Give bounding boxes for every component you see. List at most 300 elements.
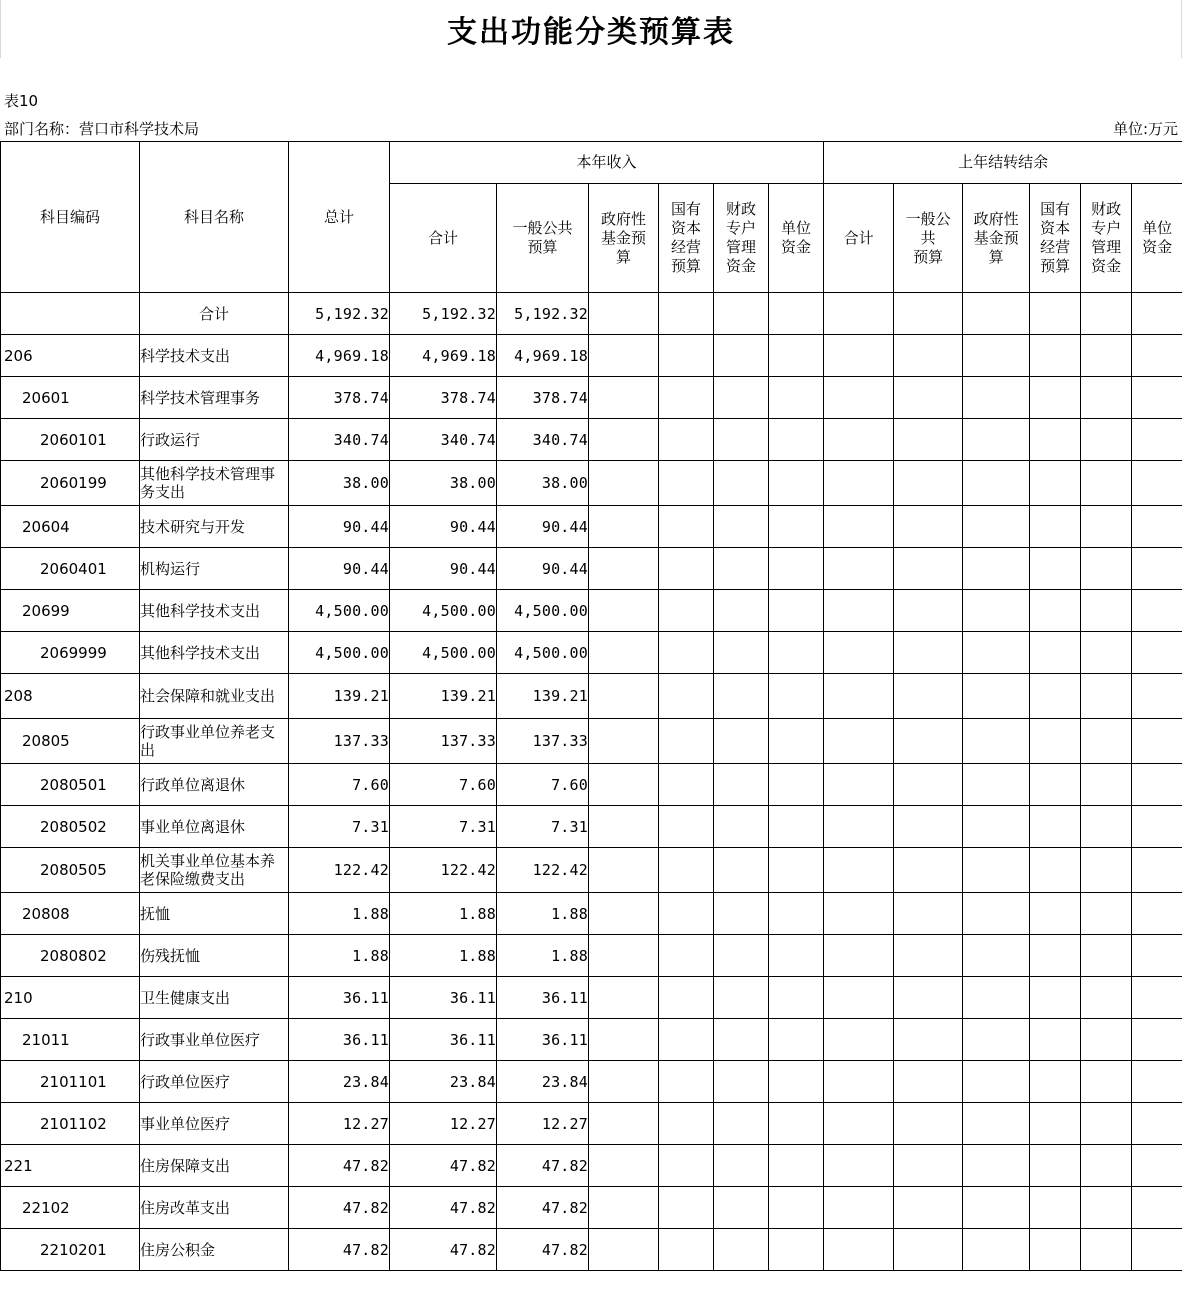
cell-empty (1132, 1103, 1182, 1145)
cell-empty (894, 1103, 963, 1145)
cell-empty (769, 806, 824, 848)
header-cy-unit-funds: 单位 资金 (769, 184, 824, 293)
cell-empty (589, 1103, 659, 1145)
cell-empty (1030, 419, 1081, 461)
cell-cy-general: 47.82 (497, 1187, 589, 1229)
cell-empty (659, 1061, 714, 1103)
cell-cy-total: 90.44 (390, 506, 497, 548)
cell-cy-total: 1.88 (390, 893, 497, 935)
cell-code: 20601 (1, 377, 140, 419)
cell-name: 事业单位离退休 (140, 806, 289, 848)
table-row (1, 1229, 1182, 1271)
cell-empty (894, 335, 963, 377)
cell-empty (659, 848, 714, 893)
cell-cy-total: 47.82 (390, 1229, 497, 1271)
cell-empty (714, 632, 769, 674)
cell-empty (1081, 335, 1132, 377)
cell-empty (824, 632, 894, 674)
cell-empty (1030, 674, 1081, 719)
cell-empty (894, 461, 963, 506)
table-row (1, 590, 1182, 632)
table-row (1, 335, 1182, 377)
cell-empty (659, 632, 714, 674)
cell-empty (1132, 377, 1182, 419)
cell-empty (824, 377, 894, 419)
cell-empty (769, 935, 824, 977)
cell-total: 1.88 (289, 935, 390, 977)
cell-code: 20604 (1, 506, 140, 548)
header-py-total: 合计 (824, 184, 894, 293)
cell-empty (963, 1103, 1030, 1145)
table-row (1, 1019, 1182, 1061)
cell-empty (824, 506, 894, 548)
cell-empty (894, 848, 963, 893)
cell-empty (659, 1019, 714, 1061)
table-total-row (1, 293, 1182, 335)
cell-total: 23.84 (289, 1061, 390, 1103)
cell-empty (894, 893, 963, 935)
cell-name: 科学技术管理事务 (140, 377, 289, 419)
cell-empty (1030, 806, 1081, 848)
cell-code: 2080802 (1, 935, 140, 977)
cell-empty (589, 377, 659, 419)
cell-empty (963, 1229, 1030, 1271)
cell-cy-total: 47.82 (390, 1187, 497, 1229)
cell-empty (1132, 1019, 1182, 1061)
cell-empty (1030, 977, 1081, 1019)
cell-empty (824, 1187, 894, 1229)
cell-cy-total: 139.21 (390, 674, 497, 719)
cell-code: 21011 (1, 1019, 140, 1061)
cell-total: 340.74 (289, 419, 390, 461)
cell-cy-total: 122.42 (390, 848, 497, 893)
cell-empty (1030, 632, 1081, 674)
cell-empty (714, 293, 769, 335)
cell-total: 47.82 (289, 1187, 390, 1229)
cell-empty (1132, 335, 1182, 377)
cell-empty (894, 674, 963, 719)
header-py-unit-funds: 单位 资金 (1132, 184, 1182, 293)
cell-empty (769, 293, 824, 335)
cell-empty (589, 1145, 659, 1187)
table-row (1, 977, 1182, 1019)
cell-total: 1.88 (289, 893, 390, 935)
cell-empty (963, 1187, 1030, 1229)
cell-name: 行政事业单位养老支出 (140, 719, 289, 764)
cell-code: 206 (1, 335, 140, 377)
cell-empty (1030, 590, 1081, 632)
cell-code: 2080502 (1, 806, 140, 848)
cell-empty (1081, 506, 1132, 548)
cell-total: 122.42 (289, 848, 390, 893)
cell-empty (659, 461, 714, 506)
cell-empty (963, 335, 1030, 377)
cell-cy-total: 4,500.00 (390, 590, 497, 632)
cell-empty (1081, 590, 1132, 632)
cell-empty (659, 335, 714, 377)
cell-empty (963, 419, 1030, 461)
table-row (1, 632, 1182, 674)
cell-empty (659, 806, 714, 848)
cell-empty (714, 1103, 769, 1145)
cell-empty (714, 848, 769, 893)
cell-empty (714, 1229, 769, 1271)
cell-code: 2101101 (1, 1061, 140, 1103)
cell-name: 抚恤 (140, 893, 289, 935)
cell-empty (1081, 764, 1132, 806)
header-name: 科目名称 (140, 142, 289, 293)
cell-empty (714, 419, 769, 461)
cell-empty (659, 293, 714, 335)
cell-total: 137.33 (289, 719, 390, 764)
cell-total: 378.74 (289, 377, 390, 419)
cell-empty (769, 461, 824, 506)
cell-empty (769, 506, 824, 548)
cell-empty (1081, 719, 1132, 764)
table-row (1, 719, 1182, 764)
cell-empty (963, 293, 1030, 335)
cell-empty (824, 719, 894, 764)
cell-empty (963, 719, 1030, 764)
cell-empty (589, 506, 659, 548)
cell-empty (714, 977, 769, 1019)
cell-empty (963, 848, 1030, 893)
cell-cy-general: 4,500.00 (497, 590, 589, 632)
cell-empty (1030, 893, 1081, 935)
cell-empty (659, 506, 714, 548)
cell-code: 20808 (1, 893, 140, 935)
cell-total: 12.27 (289, 1103, 390, 1145)
cell-empty (1081, 293, 1132, 335)
cell-code: 2060199 (1, 461, 140, 506)
cell-cy-total: 38.00 (390, 461, 497, 506)
cell-empty (589, 461, 659, 506)
cell-cy-total: 4,500.00 (390, 632, 497, 674)
cell-empty (589, 977, 659, 1019)
cell-empty (1132, 977, 1182, 1019)
cell-empty (963, 1145, 1030, 1187)
cell-empty (714, 1061, 769, 1103)
cell-empty (769, 419, 824, 461)
budget-table (0, 141, 1182, 1271)
cell-empty (1081, 935, 1132, 977)
cell-total: 4,500.00 (289, 590, 390, 632)
header-cy-state-capital: 国有 资本 经营 预算 (659, 184, 714, 293)
cell-code: 2210201 (1, 1229, 140, 1271)
cell-cy-general: 1.88 (497, 935, 589, 977)
cell-empty (824, 893, 894, 935)
cell-empty (1132, 848, 1182, 893)
cell-empty (589, 764, 659, 806)
cell-cy-general: 90.44 (497, 506, 589, 548)
cell-name: 卫生健康支出 (140, 977, 289, 1019)
cell-cy-general: 47.82 (497, 1145, 589, 1187)
header-py-special-account: 财政 专户 管理 资金 (1081, 184, 1132, 293)
cell-cy-total: 4,969.18 (390, 335, 497, 377)
cell-empty (1081, 419, 1132, 461)
cell-empty (714, 764, 769, 806)
cell-empty (769, 1187, 824, 1229)
cell-name: 社会保障和就业支出 (140, 674, 289, 719)
cell-code: 22102 (1, 1187, 140, 1229)
cell-name: 机关事业单位基本养老保险缴费支出 (140, 848, 289, 893)
cell-empty (769, 335, 824, 377)
cell-name: 住房保障支出 (140, 1145, 289, 1187)
cell-empty (824, 1061, 894, 1103)
cell-code (1, 293, 140, 335)
cell-empty (824, 1229, 894, 1271)
cell-empty (824, 935, 894, 977)
cell-total: 47.82 (289, 1145, 390, 1187)
cell-empty (769, 719, 824, 764)
cell-empty (769, 377, 824, 419)
cell-empty (714, 1187, 769, 1229)
cell-total: 90.44 (289, 548, 390, 590)
cell-empty (659, 590, 714, 632)
cell-name: 行政运行 (140, 419, 289, 461)
table-row (1, 806, 1182, 848)
cell-empty (589, 590, 659, 632)
header-current-year-group: 本年收入 (390, 142, 824, 184)
cell-empty (963, 506, 1030, 548)
cell-cy-general: 378.74 (497, 377, 589, 419)
cell-empty (1081, 461, 1132, 506)
cell-empty (769, 1103, 824, 1145)
table-row (1, 1145, 1182, 1187)
cell-cy-general: 4,500.00 (497, 632, 589, 674)
cell-empty (769, 764, 824, 806)
cell-empty (894, 935, 963, 977)
cell-empty (659, 1229, 714, 1271)
cell-empty (714, 506, 769, 548)
cell-empty (769, 977, 824, 1019)
cell-empty (824, 419, 894, 461)
cell-empty (894, 1229, 963, 1271)
cell-cy-general: 36.11 (497, 977, 589, 1019)
cell-empty (659, 1103, 714, 1145)
cell-code: 221 (1, 1145, 140, 1187)
cell-cy-total: 23.84 (390, 1061, 497, 1103)
cell-empty (824, 335, 894, 377)
cell-empty (659, 764, 714, 806)
cell-empty (714, 893, 769, 935)
cell-empty (1081, 1145, 1132, 1187)
cell-total: 38.00 (289, 461, 390, 506)
cell-name: 住房改革支出 (140, 1187, 289, 1229)
cell-empty (963, 806, 1030, 848)
cell-empty (589, 548, 659, 590)
cell-empty (1132, 674, 1182, 719)
header-py-general: 一般公 共 预算 (894, 184, 963, 293)
header-cy-total: 合计 (390, 184, 497, 293)
cell-name: 其他科学技术支出 (140, 632, 289, 674)
cell-empty (1132, 590, 1182, 632)
cell-empty (659, 377, 714, 419)
cell-empty (1081, 674, 1132, 719)
cell-cy-general: 36.11 (497, 1019, 589, 1061)
cell-empty (824, 1103, 894, 1145)
cell-empty (1132, 1145, 1182, 1187)
cell-name: 行政单位医疗 (140, 1061, 289, 1103)
cell-cy-general: 7.31 (497, 806, 589, 848)
cell-empty (714, 1145, 769, 1187)
cell-empty (1081, 806, 1132, 848)
cell-name: 住房公积金 (140, 1229, 289, 1271)
cell-empty (659, 674, 714, 719)
cell-cy-general: 38.00 (497, 461, 589, 506)
cell-empty (963, 377, 1030, 419)
cell-cy-general: 4,969.18 (497, 335, 589, 377)
cell-empty (1132, 1187, 1182, 1229)
cell-cy-general: 139.21 (497, 674, 589, 719)
table-row (1, 419, 1182, 461)
page-title: 支出功能分类预算表 (447, 15, 735, 50)
cell-cy-total: 340.74 (390, 419, 497, 461)
cell-empty (824, 548, 894, 590)
cell-name: 其他科学技术管理事务支出 (140, 461, 289, 506)
cell-code: 2060401 (1, 548, 140, 590)
cell-cy-total: 7.60 (390, 764, 497, 806)
cell-empty (1081, 1103, 1132, 1145)
table-row (1, 506, 1182, 548)
cell-empty (1030, 719, 1081, 764)
cell-empty (894, 377, 963, 419)
cell-empty (824, 848, 894, 893)
cell-empty (769, 632, 824, 674)
cell-empty (963, 1019, 1030, 1061)
cell-empty (769, 893, 824, 935)
cell-empty (1132, 548, 1182, 590)
cell-cy-total: 47.82 (390, 1145, 497, 1187)
cell-empty (824, 977, 894, 1019)
cell-total: 139.21 (289, 674, 390, 719)
cell-cy-total: 36.11 (390, 1019, 497, 1061)
cell-empty (1030, 1103, 1081, 1145)
cell-empty (659, 719, 714, 764)
cell-empty (894, 293, 963, 335)
cell-empty (824, 806, 894, 848)
cell-empty (1132, 506, 1182, 548)
cell-name: 行政单位离退休 (140, 764, 289, 806)
cell-cy-general: 137.33 (497, 719, 589, 764)
table-row (1, 548, 1182, 590)
cell-empty (1030, 293, 1081, 335)
cell-empty (589, 335, 659, 377)
cell-empty (714, 335, 769, 377)
cell-code: 2080505 (1, 848, 140, 893)
cell-empty (659, 935, 714, 977)
cell-empty (1030, 335, 1081, 377)
cell-cy-total: 1.88 (390, 935, 497, 977)
cell-name: 伤残抚恤 (140, 935, 289, 977)
table-row (1, 935, 1182, 977)
cell-empty (769, 848, 824, 893)
header-cy-general: 一般公共 预算 (497, 184, 589, 293)
cell-empty (589, 1229, 659, 1271)
cell-empty (769, 1229, 824, 1271)
cell-empty (589, 632, 659, 674)
table-row (1, 1103, 1182, 1145)
cell-empty (963, 893, 1030, 935)
cell-cy-total: 12.27 (390, 1103, 497, 1145)
cell-empty (1081, 1061, 1132, 1103)
cell-empty (589, 1061, 659, 1103)
table-row (1, 764, 1182, 806)
cell-empty (824, 293, 894, 335)
cell-empty (714, 806, 769, 848)
cell-empty (1030, 935, 1081, 977)
cell-empty (589, 719, 659, 764)
cell-empty (963, 764, 1030, 806)
cell-empty (894, 764, 963, 806)
cell-empty (1132, 935, 1182, 977)
cell-total: 7.31 (289, 806, 390, 848)
cell-total: 4,500.00 (289, 632, 390, 674)
cell-empty (589, 419, 659, 461)
cell-name: 合计 (140, 293, 289, 335)
header-py-state-capital: 国有 资本 经营 预算 (1030, 184, 1081, 293)
cell-empty (714, 590, 769, 632)
cell-empty (824, 1145, 894, 1187)
header-cy-special-account: 财政 专户 管理 资金 (714, 184, 769, 293)
cell-cy-total: 7.31 (390, 806, 497, 848)
table-row (1, 893, 1182, 935)
table-row (1, 1187, 1182, 1229)
cell-total: 36.11 (289, 977, 390, 1019)
cell-empty (963, 674, 1030, 719)
table-row (1, 377, 1182, 419)
cell-cy-general: 12.27 (497, 1103, 589, 1145)
cell-empty (1081, 632, 1132, 674)
cell-empty (1081, 548, 1132, 590)
cell-empty (1030, 848, 1081, 893)
cell-total: 4,969.18 (289, 335, 390, 377)
cell-name: 其他科学技术支出 (140, 590, 289, 632)
cell-empty (824, 590, 894, 632)
cell-empty (589, 893, 659, 935)
cell-cy-general: 7.60 (497, 764, 589, 806)
cell-empty (824, 764, 894, 806)
cell-empty (963, 632, 1030, 674)
cell-empty (1030, 1187, 1081, 1229)
cell-empty (1030, 506, 1081, 548)
cell-empty (1132, 719, 1182, 764)
cell-name: 行政事业单位医疗 (140, 1019, 289, 1061)
cell-total: 90.44 (289, 506, 390, 548)
cell-empty (589, 806, 659, 848)
cell-empty (714, 377, 769, 419)
cell-empty (659, 893, 714, 935)
cell-empty (894, 1061, 963, 1103)
cell-empty (824, 674, 894, 719)
header-total: 总计 (289, 142, 390, 293)
cell-empty (769, 548, 824, 590)
cell-empty (1081, 1019, 1132, 1061)
cell-empty (1081, 377, 1132, 419)
unit-label: 单位:万元 (1112, 120, 1178, 138)
cell-code: 2069999 (1, 632, 140, 674)
cell-cy-total: 378.74 (390, 377, 497, 419)
cell-empty (963, 461, 1030, 506)
cell-empty (714, 935, 769, 977)
cell-name: 机构运行 (140, 548, 289, 590)
cell-empty (894, 1145, 963, 1187)
cell-empty (659, 419, 714, 461)
cell-empty (769, 1019, 824, 1061)
cell-empty (1132, 632, 1182, 674)
cell-empty (1030, 1019, 1081, 1061)
cell-empty (1030, 377, 1081, 419)
